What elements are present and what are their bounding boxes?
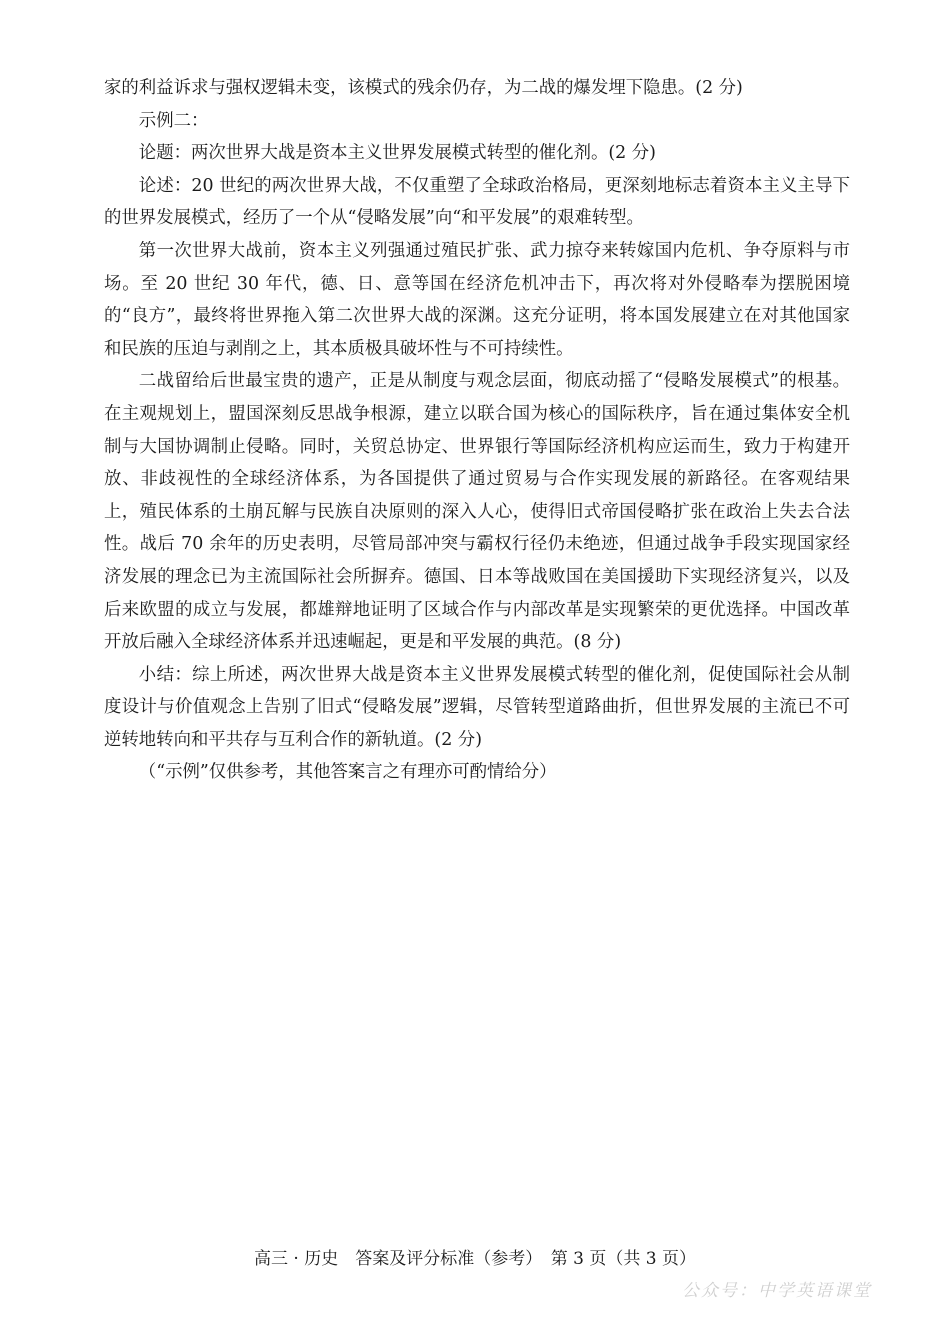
argument-paragraph-ww1: 第一次世界大战前，资本主义列强通过殖民扩张、武力掠夺来转嫁国内危机、争夺原料与市场。至 20 世纪 30 年代，德、日、意等国在经济危机冲击下，再次将对外侵略奉为摆脱困境的“良方”，最终将世界拖入第二次世界大战的深渊。这充分证明，将本国发展建立在对其他国家和民族的压迫与剥削之上，其本质极具破坏性与不可持续性。 (104, 240, 850, 359)
reference-note: （“示例”仅供参考，其他答案言之有理亦可酌情给分） (138, 762, 557, 783)
paragraph-continuation: 家的利益诉求与强权逻辑未变，该模式的残余仍存，为二战的爆发埋下隐患。(2 分) (104, 78, 743, 98)
page-footer: 高三 · 历史 答案及评分标准（参考） 第 3 页（共 3 页） (254, 1249, 696, 1269)
argument-intro-paragraph: 论述：20 世纪的两次世界大战，不仅重塑了全球政治格局，更深刻地标志着资本主义主导下的世界发展模式，经历了一个从“侵略发展”向“和平发展”的艰难转型。 (104, 175, 850, 229)
watermark: 公众号：中学英语课堂 (682, 1281, 872, 1301)
summary-paragraph: 小结：综上所述，两次世界大战是资本主义世界发展模式转型的催化剂，促使国际社会从制度设计与价值观念上告别了旧式“侵略发展”逻辑，尽管转型道路曲折，但世界发展的主流已不可逆转地转向和平共存与互利合作的新轨道。(2 分) (104, 664, 850, 750)
answer-text (104, 72, 850, 789)
thesis-paragraph: 论题：两次世界大战是资本主义世界发展模式转型的催化剂。(2 分) (138, 143, 656, 164)
argument-paragraph-ww2-legacy: 二战留给后世最宝贵的遗产，正是从制度与观念层面，彻底动摇了“侵略发展模式”的根基。在主观规划上，盟国深刻反思战争根源，建立以联合国为核心的国际秩序，旨在通过集体安全机制与大国协调制止侵略。同时，关贸总协定、世界银行等国际经济机构应运而生，致力于构建开放、非歧视性的全球经济体系，为各国提供了通过贸易与合作实现发展的新路径。在客观结果上，殖民体系的土崩瓦解与民族自决原则的深入人心，使得旧式帝国侵略扩张在政治上失去合法性。战后 70 余年的历史表明，尽管局部冲突与霸权行径仍未绝迹，但通过战争手段实现国家经济发展的理念已为主流国际社会所摒弃。德国、日本等战败国在美国援助下实现经济复兴，以及后来欧盟的成立与发展，都雄辩地证明了区域合作与内部改革是实现繁荣的更优选择。中国改革开放后融入全球经济体系并迅速崛起，更是和平发展的典范。(8 分) (104, 371, 850, 653)
example-two-heading: 示例二： (138, 110, 209, 131)
